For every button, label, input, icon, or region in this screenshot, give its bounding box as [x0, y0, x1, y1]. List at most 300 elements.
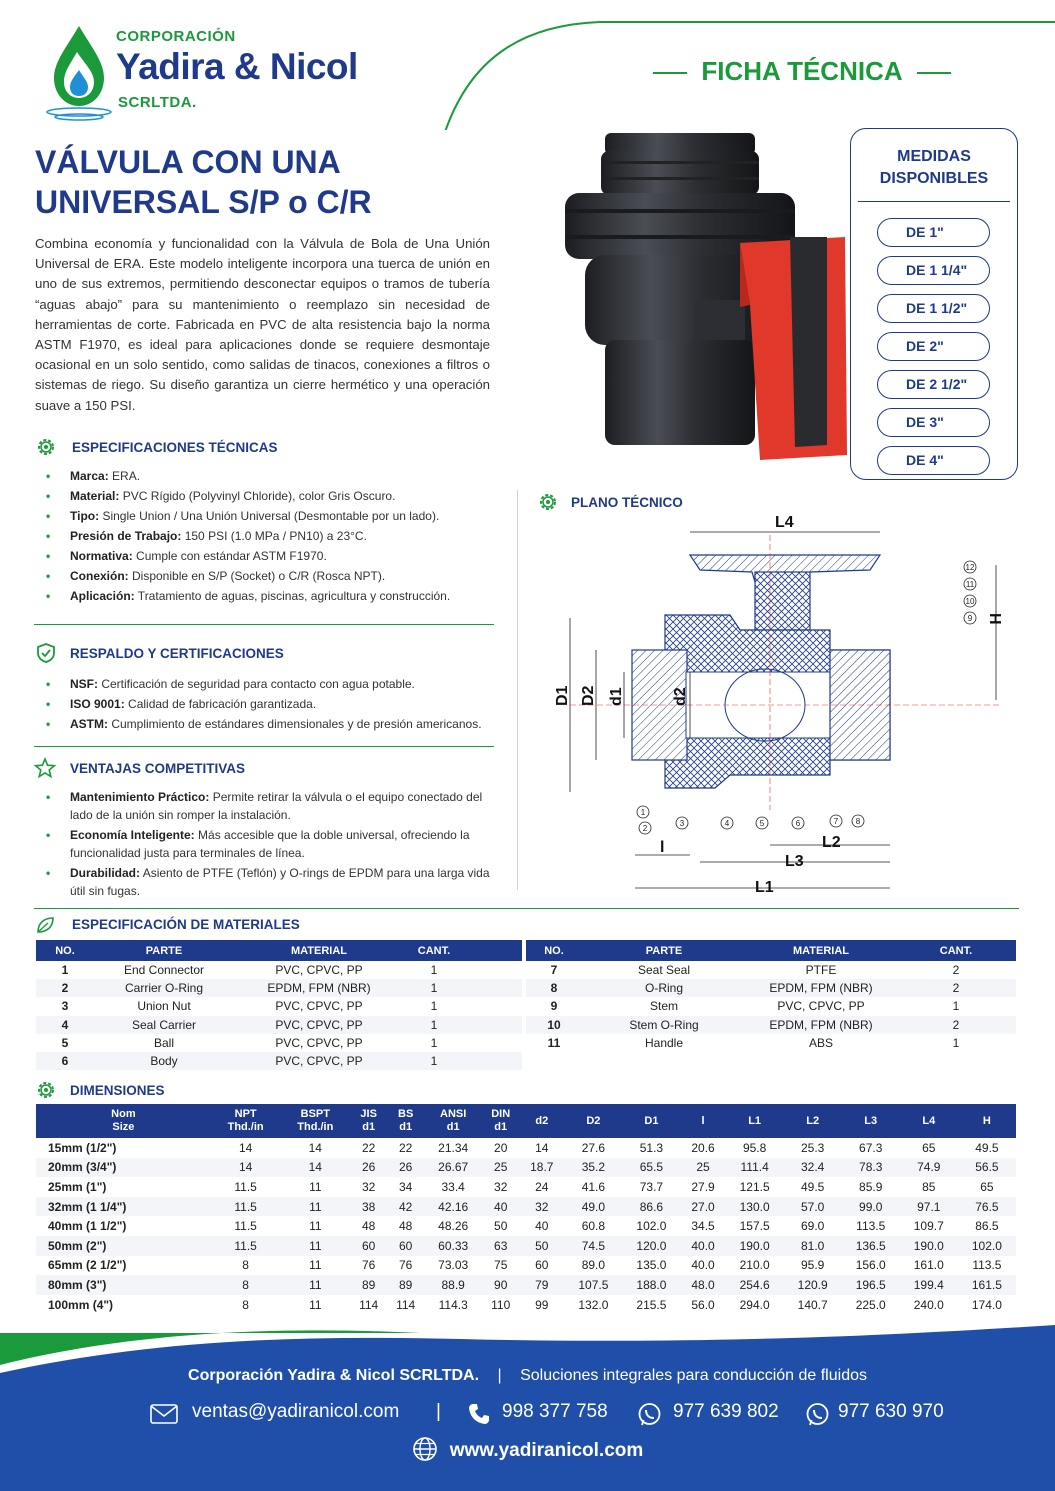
table-cell: 130.0 [726, 1197, 784, 1217]
table-cell: 32 [361, 1179, 376, 1194]
list-item: • Aplicación: Tratamiento de aguas, piscinas, agricultura y construcción. [34, 586, 494, 606]
table-cell: 32.4 [784, 1158, 842, 1178]
table-cell: 60 [387, 1236, 424, 1256]
table-cell: 132.0 [578, 1297, 609, 1312]
table-cell: 32 [519, 1197, 564, 1217]
table-cell: PTFE [805, 963, 837, 978]
product-title: VÁLVULA CON UNA UNIVERSAL S/P o C/R [35, 144, 372, 220]
table-cell: 78.3 [842, 1158, 900, 1178]
dim-label-L4: L4 [775, 514, 794, 531]
table-cell: 27.0 [680, 1197, 725, 1217]
table-cell: 174.0 [971, 1297, 1002, 1312]
table-header: H [958, 1104, 1016, 1138]
table-cell: 2 [896, 1016, 1016, 1034]
table-header: l [680, 1104, 725, 1138]
table-cell: 11.5 [211, 1236, 281, 1256]
table-cell: 80mm (3") [36, 1275, 211, 1295]
table-cell: 196.5 [842, 1275, 900, 1295]
table-cell: Stem O-Ring [582, 1016, 746, 1034]
brand-name: Yadira & Nicol [116, 46, 358, 87]
table-cell: 14 [280, 1158, 350, 1178]
certs-list [34, 674, 494, 734]
ventajas-list [34, 788, 494, 900]
valve-product-image [555, 125, 850, 465]
table-cell: 88.9 [424, 1275, 482, 1295]
brand-suffix: SCRLTDA. [118, 94, 197, 111]
column-divider [517, 490, 518, 890]
table-cell: 11 [280, 1197, 350, 1217]
callout-2: 2 [642, 824, 648, 833]
table-cell: 57.0 [784, 1197, 842, 1217]
table-cell: 50 [494, 1219, 508, 1234]
table-cell: 110 [491, 1297, 511, 1312]
table-cell: 86.6 [622, 1197, 680, 1217]
callout-7: 7 [833, 817, 839, 826]
table-cell: 4 [36, 1016, 94, 1034]
table-cell: 76 [361, 1258, 376, 1273]
table-row [36, 1138, 1016, 1158]
table-header: L1 [726, 1104, 784, 1138]
table-row [36, 1158, 1016, 1178]
table-cell: 85 [922, 1179, 936, 1194]
table-cell: Ball [153, 1035, 174, 1050]
table-cell: 65mm (2 1/2") [48, 1258, 127, 1273]
table-cell: 26.67 [424, 1158, 482, 1178]
table-cell: 14 [308, 1140, 322, 1155]
table-cell: 11 [280, 1275, 350, 1295]
footer-phone-1[interactable]: 998 377 758 [502, 1401, 608, 1422]
dim-label-L1: L1 [755, 879, 774, 896]
table-cell: 95.8 [742, 1140, 767, 1155]
table-cell: 11 [309, 1219, 322, 1234]
table-cell: 254.6 [726, 1275, 784, 1295]
size-pill-6: DE 3" [877, 408, 990, 437]
table-header: BSPT Thd./in [280, 1104, 350, 1138]
footer-phone-3[interactable]: 977 630 970 [838, 1401, 944, 1422]
table-cell: 56.5 [958, 1158, 1016, 1178]
footer-contacts [0, 1400, 1055, 1430]
table-cell: 8 [242, 1297, 249, 1312]
table-cell: 6 [36, 1052, 94, 1070]
callout-4: 4 [724, 819, 730, 828]
table-cell: 20.6 [691, 1140, 715, 1155]
table-cell: 113.5 [972, 1258, 1002, 1273]
list-item: • Economía Inteligente: Más accesible que la doble universal, ofreciendo la funcionalidad justa para terminales de línea. [34, 826, 494, 862]
shield-check-icon [35, 642, 57, 664]
table-cell: Handle [644, 1035, 684, 1050]
specs-heading: ESPECIFICACIONES TÉCNICAS [72, 440, 278, 455]
table-row [36, 1256, 1016, 1276]
available-sizes-divider [858, 201, 1010, 202]
table-cell: 22 [398, 1140, 413, 1155]
table-row [36, 979, 522, 997]
table-cell: 63 [482, 1236, 519, 1256]
table-cell: 65 [922, 1140, 936, 1155]
table-header: CANT. [896, 940, 1016, 961]
table-cell: 1 [404, 979, 464, 997]
table-cell: PVC, CPVC, PP [234, 1016, 404, 1034]
table-cell: 85.9 [859, 1179, 883, 1194]
table-cell: 32 [494, 1179, 508, 1194]
table-cell: PVC, CPVC, PP [275, 963, 363, 978]
table-cell: 40 [482, 1197, 519, 1217]
table-cell: 8 [211, 1275, 281, 1295]
table-cell: 8 [526, 979, 582, 997]
table-cell: 25mm (1") [48, 1179, 107, 1194]
table-cell: 40mm (1 1/2") [48, 1219, 127, 1234]
table-cell: 111.4 [726, 1158, 784, 1178]
table-cell: 25 [680, 1158, 725, 1178]
table-cell: EPDM, FPM (NBR) [746, 979, 896, 997]
table-cell: 33.4 [441, 1179, 465, 1194]
table-header: NO. [526, 940, 582, 961]
table-cell: 199.4 [900, 1275, 958, 1295]
list-item: • Durabilidad: Asiento de PTFE (Teflón) y O-rings de EPDM para una larga vida útil sin fugas. [34, 864, 494, 900]
table-cell: 18.7 [519, 1158, 564, 1178]
table-cell: 1 [430, 1035, 438, 1050]
table-cell: 65 [980, 1179, 994, 1194]
table-cell: EPDM, FPM (NBR) [746, 1016, 896, 1034]
table-cell: 56.0 [691, 1297, 715, 1312]
brand-corporation: CORPORACIÓN [116, 28, 236, 45]
table-row [36, 1216, 1016, 1236]
table-cell: Union Nut [137, 999, 191, 1014]
table-cell: PVC, CPVC, PP [275, 1035, 363, 1050]
phone-icon [467, 1402, 491, 1426]
dim-label-D1: D1 [554, 685, 571, 706]
callout-6: 6 [795, 819, 801, 828]
table-row [36, 997, 522, 1015]
table-cell: 114.3 [438, 1297, 468, 1312]
table-cell: Stem [649, 999, 678, 1014]
dim-label-l: l [660, 839, 665, 856]
table-cell: 76.5 [958, 1197, 1016, 1217]
size-pill-5: DE 2 1/2" [877, 370, 990, 399]
table-cell: 3 [61, 999, 69, 1014]
gear-icon [35, 1079, 57, 1101]
table-cell: 11 [547, 1035, 561, 1050]
table-cell: 95.9 [801, 1258, 825, 1273]
table-cell: Carrier O-Ring [94, 979, 234, 997]
table-cell: O-Ring [582, 979, 746, 997]
size-pill-7: DE 4" [877, 446, 990, 475]
callout-1: 1 [640, 808, 646, 817]
table-cell: 24 [535, 1179, 549, 1194]
table-cell: 190.0 [726, 1236, 784, 1256]
table-cell: 73.03 [438, 1258, 469, 1273]
section-divider [34, 746, 494, 747]
table-header: MATERIAL [234, 940, 404, 961]
table-cell: 67.3 [859, 1140, 883, 1155]
table-cell: EPDM, FPM (NBR) [234, 979, 404, 997]
table-header: NPT Thd./in [211, 1104, 281, 1138]
table-cell: 49.5 [801, 1179, 825, 1194]
footer-phone-2[interactable]: 977 639 802 [673, 1401, 779, 1422]
table-cell: 11 [280, 1236, 350, 1256]
table-header: L3 [842, 1104, 900, 1138]
table-cell: 42.16 [424, 1197, 482, 1217]
table-cell: 81.0 [784, 1236, 842, 1256]
table-cell: 48.0 [680, 1275, 725, 1295]
globe-icon [412, 1436, 438, 1462]
plano-heading: PLANO TÉCNICO [571, 495, 683, 510]
table-cell: 2 [36, 979, 94, 997]
materials-table-right [526, 940, 1016, 1052]
callout-8: 8 [855, 817, 861, 826]
table-cell: 86.5 [975, 1219, 999, 1234]
table-row [36, 961, 522, 979]
table-header: L4 [900, 1104, 958, 1138]
mail-icon [150, 1404, 178, 1424]
table-cell: 240.0 [913, 1297, 944, 1312]
table-cell: 135.0 [636, 1258, 667, 1273]
table-cell: 188.0 [622, 1275, 680, 1295]
table-header: d2 [519, 1104, 564, 1138]
size-pill-2: DE 1 1/4" [877, 256, 990, 285]
materials-table-left [36, 940, 522, 1070]
table-row [36, 1197, 1016, 1217]
table-cell: 15mm (1/2") [48, 1140, 117, 1155]
table-cell: End Connector [123, 963, 205, 978]
table-header: PARTE [94, 940, 234, 961]
table-cell: 69.0 [801, 1219, 825, 1234]
table-cell: 60 [350, 1236, 387, 1256]
available-sizes-title: MEDIDAS DISPONIBLES [879, 148, 989, 187]
table-cell: 27.9 [691, 1179, 715, 1194]
list-item: • Marca: ERA. [34, 466, 494, 486]
table-cell: 41.6 [581, 1179, 606, 1194]
table-cell: 107.5 [564, 1275, 622, 1295]
table-cell: 11.5 [234, 1179, 257, 1194]
table-cell: 49.5 [975, 1140, 999, 1155]
table-cell: 76 [398, 1258, 413, 1273]
table-cell: 65.5 [622, 1158, 680, 1178]
table-cell: 161.0 [913, 1258, 944, 1273]
table-cell: 114 [396, 1297, 416, 1312]
table-cell: 50 [519, 1236, 564, 1256]
table-cell: 190.0 [900, 1236, 958, 1256]
table-cell: 102.0 [636, 1219, 667, 1234]
table-cell: 100mm (4") [48, 1297, 114, 1312]
table-row [526, 1034, 1016, 1052]
table-row [36, 1177, 1016, 1197]
table-cell: 11 [309, 1258, 322, 1273]
table-cell: 89 [350, 1275, 387, 1295]
table-header: Nom Size [36, 1104, 211, 1138]
table-cell: PVC, CPVC, PP [234, 1052, 404, 1070]
dim-label-d1: d1 [608, 687, 625, 706]
table-cell: 121.5 [739, 1179, 770, 1194]
table-cell: 50mm (2") [36, 1236, 211, 1256]
footer-tagline: Corporación Yadira & Nicol SCRLTDA. | Soluciones integrales para conducción de fluidos [188, 1367, 867, 1384]
ventajas-heading: VENTAJAS COMPETITIVAS [70, 761, 246, 776]
table-cell: 11 [309, 1179, 322, 1194]
table-cell: 48 [398, 1219, 413, 1234]
table-cell: 102.0 [958, 1236, 1016, 1256]
table-cell: 79 [519, 1275, 564, 1295]
table-cell: 161.5 [958, 1275, 1016, 1295]
list-item: • ASTM: Cumplimiento de estándares dimensionales y de presión americanos. [34, 714, 494, 734]
table-cell: 21.34 [438, 1140, 469, 1155]
table-cell: 210.0 [739, 1258, 770, 1273]
table-row [36, 1034, 522, 1052]
table-cell: 25.3 [801, 1140, 825, 1155]
product-description: Combina economía y funcionalidad con la Válvula de Bola de Una Unión Universal de ERA. Este modelo inteligente incorpora una tuerca de unión en uno de sus extremos, permitiendo desconectar equipos o tramos de tubería “aguas abajo” para su mantenimiento o reemplazo sin necesidad de herramientas de corte. Fabricada en PVC de alta resistencia bajo la norma ASTM F1970, es ideal para aplicaciones donde se requiere desmontaje ocasional en un solo sentido, como salidas de tinacos, conexiones a filtros o sistemas de riego. Su diseño garantiza un cierre hermético y una operación suave a 150 PSI. [35, 236, 490, 413]
table-cell: 1 [404, 1052, 464, 1070]
table-cell: Seat Seal [637, 963, 691, 978]
table-cell: 26 [350, 1158, 387, 1178]
table-cell: 136.5 [842, 1236, 900, 1256]
table-header: NO. [36, 940, 94, 961]
table-cell: 120.9 [784, 1275, 842, 1295]
table-cell: 60.8 [581, 1219, 606, 1234]
table-cell: 20mm (3/4") [36, 1158, 211, 1178]
table-cell: 1 [61, 963, 69, 978]
table-cell: 22 [361, 1140, 376, 1155]
table-header: L2 [784, 1104, 842, 1138]
table-cell: 120.0 [622, 1236, 680, 1256]
table-row [36, 1016, 522, 1034]
table-cell: 7 [550, 963, 558, 978]
table-header: D1 [622, 1104, 680, 1138]
table-row [36, 1052, 522, 1070]
table-cell: 32mm (1 1/4") [36, 1197, 211, 1217]
list-item: • ISO 9001: Calidad de fabricación garantizada. [34, 694, 494, 714]
table-cell: 215.5 [636, 1297, 667, 1312]
table-cell: 225.0 [855, 1297, 886, 1312]
table-cell: 73.7 [639, 1179, 664, 1194]
table-cell: 11 [309, 1297, 322, 1312]
table-cell: 113.5 [856, 1219, 886, 1234]
specs-list [34, 466, 494, 606]
table-cell: 2 [952, 963, 960, 978]
technical-drawing [540, 510, 1020, 900]
size-pill-1: DE 1" [877, 218, 990, 247]
table-cell: 10 [526, 1016, 582, 1034]
callout-10: 10 [965, 597, 975, 606]
callout-11: 11 [965, 580, 975, 589]
table-cell: 9 [550, 999, 558, 1014]
table-cell: 49.0 [564, 1197, 622, 1217]
star-icon [34, 757, 56, 779]
table-cell: 11.5 [211, 1197, 281, 1217]
callout-9: 9 [967, 614, 973, 623]
list-item: • Mantenimiento Práctico: Permite retirar la válvula o el equipo conectado del lado de la unión sin romper la instalación. [34, 788, 494, 824]
list-item: • Material: PVC Rígido (Polyvinyl Chloride), color Gris Oscuro. [34, 486, 494, 506]
whatsapp-icon [637, 1402, 662, 1427]
table-cell: 74.5 [564, 1236, 622, 1256]
table-cell: 35.2 [564, 1158, 622, 1178]
table-cell: 40.0 [691, 1258, 715, 1273]
size-pill-3: DE 1 1/2" [877, 294, 990, 323]
dim-label-D2: D2 [580, 685, 597, 706]
table-header: BS d1 [387, 1104, 424, 1138]
table-cell: 90 [482, 1275, 519, 1295]
callout-5: 5 [759, 819, 765, 828]
company-logo-drop-icon [44, 22, 114, 122]
table-cell: 27.6 [581, 1140, 606, 1155]
table-row [36, 1295, 1016, 1315]
section-divider [34, 908, 1019, 909]
dim-label-L3: L3 [785, 853, 804, 870]
dimensiones-heading: DIMENSIONES [70, 1083, 165, 1098]
table-row [526, 1016, 1016, 1034]
table-cell: 89 [387, 1275, 424, 1295]
table-header: D2 [564, 1104, 622, 1138]
footer-website-link[interactable]: www.yadiranicol.com [449, 1440, 644, 1461]
table-cell: 156.0 [855, 1258, 886, 1273]
table-cell: ABS [808, 1035, 833, 1050]
table-cell: 8 [242, 1258, 249, 1273]
dim-label-H: H [986, 613, 1003, 625]
size-pill-4: DE 2" [877, 332, 990, 361]
table-header: ANSI d1 [424, 1104, 482, 1138]
table-cell: 114 [359, 1297, 379, 1312]
callout-3: 3 [679, 819, 685, 828]
table-cell: 89.0 [581, 1258, 606, 1273]
table-cell: 99 [535, 1297, 549, 1312]
table-cell: 48.26 [438, 1219, 469, 1234]
list-item: • Normativa: Cumple con estándar ASTM F1970. [34, 546, 494, 566]
table-cell: 14 [238, 1140, 253, 1155]
callout-12: 12 [965, 563, 975, 572]
table-cell: 51.3 [639, 1140, 664, 1155]
table-row [526, 997, 1016, 1015]
list-item: • Tipo: Single Union / Una Unión Universal (Desmontable por un lado). [34, 506, 494, 526]
footer-separator: | [436, 1401, 441, 1422]
table-row [526, 979, 1016, 997]
table-row [526, 961, 1016, 979]
table-cell: 294.0 [739, 1297, 770, 1312]
table-cell: 14 [535, 1140, 549, 1155]
table-cell: 34.5 [691, 1219, 715, 1234]
section-divider [34, 624, 494, 625]
table-cell: 75 [494, 1258, 508, 1273]
table-cell: 26 [387, 1158, 424, 1178]
table-cell: 40 [535, 1219, 549, 1234]
table-cell: 74.9 [900, 1158, 958, 1178]
document-type-title: FICHA TÉCNICA [644, 56, 960, 87]
materiales-heading: ESPECIFICACIÓN DE MATERIALES [72, 917, 300, 932]
table-cell: 48 [361, 1219, 376, 1234]
table-cell: PVC, CPVC, PP [777, 999, 865, 1014]
list-item: • NSF: Certificación de seguridad para contacto con agua potable. [34, 674, 494, 694]
table-cell: 1 [404, 1016, 464, 1034]
footer-website [0, 1436, 1055, 1462]
dim-label-L2: L2 [822, 834, 841, 851]
table-header: JIS d1 [350, 1104, 387, 1138]
table-cell: 140.7 [797, 1297, 828, 1312]
table-cell: 97.1 [900, 1197, 958, 1217]
table-header: DIN d1 [482, 1104, 519, 1138]
footer-email-link[interactable]: ventas@yadiranicol.com [192, 1401, 400, 1422]
table-row [36, 1275, 1016, 1295]
table-cell: 14 [211, 1158, 281, 1178]
table-cell: 1 [430, 963, 438, 978]
table-cell: 11.5 [234, 1219, 257, 1234]
gear-icon [35, 436, 57, 458]
table-header: MATERIAL [746, 940, 896, 961]
table-cell: 1 [952, 999, 960, 1014]
dimensions-table [36, 1104, 1016, 1314]
list-item: • Presión de Trabajo: 150 PSI (1.0 MPa / PN10) a 23°C. [34, 526, 494, 546]
table-cell: 99.0 [842, 1197, 900, 1217]
table-header: PARTE [582, 940, 746, 961]
list-item: • Conexión: Disponible en S/P (Socket) o C/R (Rosca NPT). [34, 566, 494, 586]
table-cell: 1 [430, 999, 438, 1014]
table-cell: 109.7 [913, 1219, 944, 1234]
table-cell: Body [94, 1052, 234, 1070]
